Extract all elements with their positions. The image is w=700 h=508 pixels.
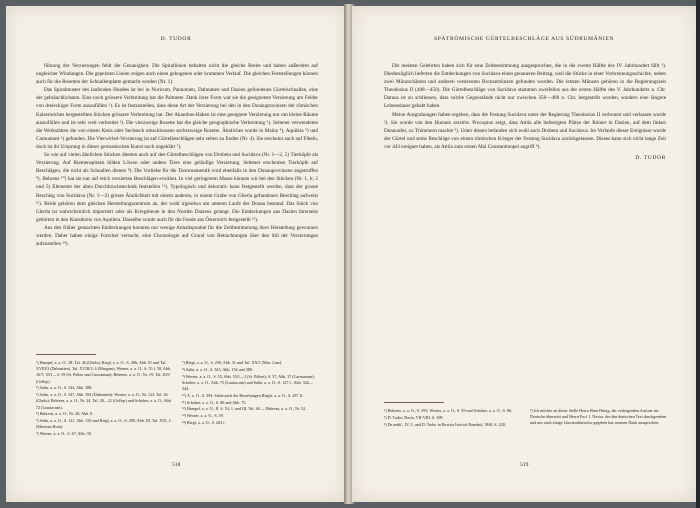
left-running-header: D. TUDOR <box>160 36 192 42</box>
footnote: ⁸) Salin, a. a. O., S. 343, Abb. 154 und 389. <box>182 366 253 372</box>
book-edge <box>696 0 700 508</box>
footnote: ⁹) Werner, a. a. O., S. 55, Abb. 35/1—3 (St. Pölten); S. 57, Abb. 37 (Carnuntum); Schober, a. a. O., Abb. 75 (Lauriacum) und Salin, a. a. O., S. 127 f., Abb. 342—344. <box>182 373 315 391</box>
left-footnote-rule <box>36 354 96 355</box>
author-signature: D. TUDOR <box>635 155 666 162</box>
left-footnotes-column-1 <box>36 360 174 438</box>
left-body-text <box>36 62 318 248</box>
footnote: ¹⁰) A. a. O., S. 294. Siehe auch die Beziehungen Riegls, a. a. O., S. 287 ff. <box>182 392 304 398</box>
footnote: ¹) Hampel, a. a. O., III, Taf. 46 (Ghelu); Riegl, a. a. O., S. 286, Abb. 81 und Taf. XVIII/3 (Dalmatien). Taf. XVIII/3, 6 (Margum); Werner, a. a. O., S. 55 f. 58, Abb. 16/7; 35/1—3; 39 (St. Pölten und Carnuntum); Behrens, a. a. O., Nr. 19, Taf. 20/3 (Gellep). <box>36 360 171 384</box>
left-paragraph-1: führung der Verzierungen fehlt die Genauigkeit. Die Spirallinien behalten nicht die gleiche Breite und haben außerdem auf ungleicher Windungen. Die gepelzten Linien zeigen auch einen gebogenen oder krummen Verlauf. Die gleichen Feststellungen können auch für die Rosetten der Schnallenplatte gemacht werden (Nr. 1). <box>36 63 318 86</box>
footnote: ¹²) Hampel, a. a. O., II, S. 54, 1, und III, Taf. 46 — Behrens, a. a. O., Nr. 52. <box>182 406 307 412</box>
left-footnotes-column-2 <box>182 360 320 427</box>
footnote: ²) Salin, a. a. O., S. 344, Abb. 388. <box>36 385 93 391</box>
right-footnotes-column-1 <box>384 408 522 428</box>
right-footnotes-column-2 <box>530 408 668 427</box>
right-running-header: SPÄTRÖMISCHE GÜRTELBESCHLÄGE AUS SÜDRUMÄNIEN <box>433 36 615 42</box>
footnote: ⁷) Riegl, a. a. O., S. 290, Abb. 31 und Taf. XX/1 (Mus. Linz). <box>182 360 283 365</box>
right-paragraph-1: Die meisten Gelehrten haben sich für eine Zeitbestimmung ausgesprochen, die in die zweite Hälfte des IV. Jahrhundert fällt ¹). Dieshezüglich lieferten die Entdeckungen von Sucidava einen genaueren Beitrag, weil die Stücke in einer Verbrennungsschichte, neben zwei Münzschätzen und anderen verstreuten Bronzemünzen gefunden wurden. Die letzten Münzen gehören in die Regierungszeit Theodosius II (408—450). Die Gürtelbeschläge von Sucidava stammen zweifellos aus der ersten Hälfte des V. Jahrhunderts n. Chr. Daraus ist zu schliessen, dass solche Gegenstände nicht nur zwischen 350—400 n. Chr. hergestellt wurden, sondern eine längere Lebensdauer gehabt haben. <box>384 63 666 110</box>
left-paragraph-2: Das Spiralmuster des laufenden Hundes ist bei in Noricum, Pannonien, Dalmatien und Dazien gefundenen Gürtelschnallen, eine der gebräuchlichsten. Eine noch grössere Verbreitung hat die Palmette. Dank ihrer Form war sie die geeignetste Verzierung um Felder von dreieckiger Form auszufüllen ¹). Es ist festzustellen, dass diese Art der Verzierung bei den in den Donauprovinzen der römischen Kaiserreiches hergestellten Stücken grössere Verbreitung hat. Der Akanthus-Haken ist eine geeignete Verzierung nur um kleine Räume auszufüllen und ist sehr weit verbreitet ²). Die vierzweige Rosette hat die gleiche geographische Verbreitung ³). Seltener verwendeten die Werkstätten die von einem Kreis oder Sechseck umschlossene sechszweige Rosette. Ähnliches wurde in Mainz ⁴), Aquileia ⁵) und Carnuntum ⁶) gefunden. Die Vierwirbel-Verzierung ist auf Gürtelbeschlägen sehr selten zu finden (Nr. 4). Sie erscheint auch auf Fibeln, doch ist ihr Ursprung in dieser germanischen Kunst noch ungeklärt ⁷). <box>36 87 318 150</box>
right-paragraph-2: Meine Ausgrabungen haben ergeben, dass die Festung Sucidava unter der Regierung Theodosius II verbrannt und verlassen wurde ²). Sie wurde von den Hunnen zerstört. Procopius zeigt, dass Attila alle befestigten Plätze der Römer in Dazien, auf dem linken Donauufer, zu Trümmern machte ³). Unter diesen befanden sich wohl auch Drobeta und Sucidava. Im Verlaufe dieser Ereignisse wurde der Gürtel und seine Beschläge von einem römischen Krieger der Festung Sucidava zurückgelassen. Dieses kann sich nicht lange Zeit vor 443 ereignet haben, als Attila zum ersten Mal Constantinopel angriff ⁴). <box>384 111 666 150</box>
right-footnotes <box>384 408 668 468</box>
footnote: ²) D. Tudor, Dacia, VII-VIII, S. 399. <box>384 414 444 420</box>
footnote: ⁴) Ich möchte an dieser Stelle Herrn Hans Hönig, der vorliegenden Aufsatz ins Deutsche übersetzt und Herrn Prof. I. Nestor, der den deutschen Text durchgesehen und mir auch einige Literaturhinweise gegeben hat, meinen Dank aussprechen. <box>530 408 667 426</box>
left-paragraph-3: So wie auf vielen ähnlichen Stücken dienten auch auf den Gürtelbeschlägen von Drobeta und Sucidava (Nr. 1—2, 5) Tierköpfe als Verzierung. Auf Riemenspitzen bilden Löwen oder andere Tiere eine geläufige Verzierung. Seltener erscheinen Tierköpfe auf Beschlägen, die nicht als Schnallen dienen ⁸). Die Vorliebe für die Tierornamentik wird ebenfalls in den Donauprovinzen angetroffen ⁹). Behrens ¹⁰) hat sie nur auf reich verzierten Beschlägen erwähnt. In viel geringerem Masse können wir bei den Stücken (Nr. 1, b; 2 und 5) Elemente der alten Durchbruchstechnik feststellen ¹¹). Typologisch und dekorativ kann festgestellt werden, dass der grosse Beschlag von Sucidava (Nr. 1—2) grosse Ähnlichkeit mit einem anderen, in einem Grabe von Gherla gefundenen Beschlag aufweist ¹²). Beide gehören dem gleichen Herstellungszentrum an, der wohl irgendwo am unteren Laufe der Donau bestand. Das Stück von Gherla ist wahrscheinlich importiert oder als Kriegsbeute in den Norden Daziens gelangt. Die Entdeckungen aus Dazien ihrerseits gehörten in den Kunstkreis von Aquileia. Dasselbe wurde auch für die Funde aus Österreich festgestellt ¹³). <box>36 152 318 223</box>
left-paragraph-4: Aus den früher gemachten Entdeckungen konnten nur wenige Anhaltspunkte für die Zeitbestimmung ihrer Herstellung gewonnen werden. Daher haben einige Forscher versucht, eine Chronologie auf Grund von Betrachtungen über den Stil der Verzierungen aufzustellen ¹⁴). <box>36 224 318 248</box>
left-footnotes <box>36 360 320 450</box>
left-page <box>6 6 346 502</box>
right-body-text <box>384 62 666 162</box>
footnote: ⁴) Behrens, a. a. O., Nr. 28, Abb. 8. <box>36 411 94 417</box>
footnote: ¹⁴) Riegl, a. a. O., S. 263 f. <box>182 419 226 425</box>
footnote: ⁶) Werner, a. a. O., S. 67, Abb. 39. <box>36 431 92 437</box>
footnote: ⁵) Salin, a. a. O., S. 121, Abb. 330 und Riegl, a. a. O., S. 289, Abb. 83, Taf. XIX, 2 (Museum Rom). <box>36 418 171 430</box>
footnote: ³) Salin, a. a. O., S. 347, Abb. 393 (Dalmatien); Werner, a. a. O., Nr. 123, Taf. 46 (Ghelu); Behrens, a. a. O., Nr. 24, Taf. 20—21 (Gellep) und Schober, a. a. O., Abb. 72 (Lauriacum). <box>36 392 172 410</box>
footnote: ¹¹) Schober, a. a. O., S. 86 und Abb. 75. <box>182 399 247 405</box>
right-footnote-rule <box>384 402 444 403</box>
footnote: ¹³) Werner, a. a. O., S. 59. <box>182 413 224 419</box>
footnote: ¹) Behrens, a. a. O., S. 293; Werner, a. a. O., S. 59 und Schober, a. a. O., S. 86. <box>384 408 513 413</box>
left-page-number: 518 <box>172 462 181 468</box>
right-page-number: 519 <box>520 462 529 468</box>
right-page <box>352 6 696 502</box>
footnote: ³) De aedif., IV, 5, und D. Tudor in Revista Istorică Română, 1940, S. 228. <box>384 421 506 427</box>
